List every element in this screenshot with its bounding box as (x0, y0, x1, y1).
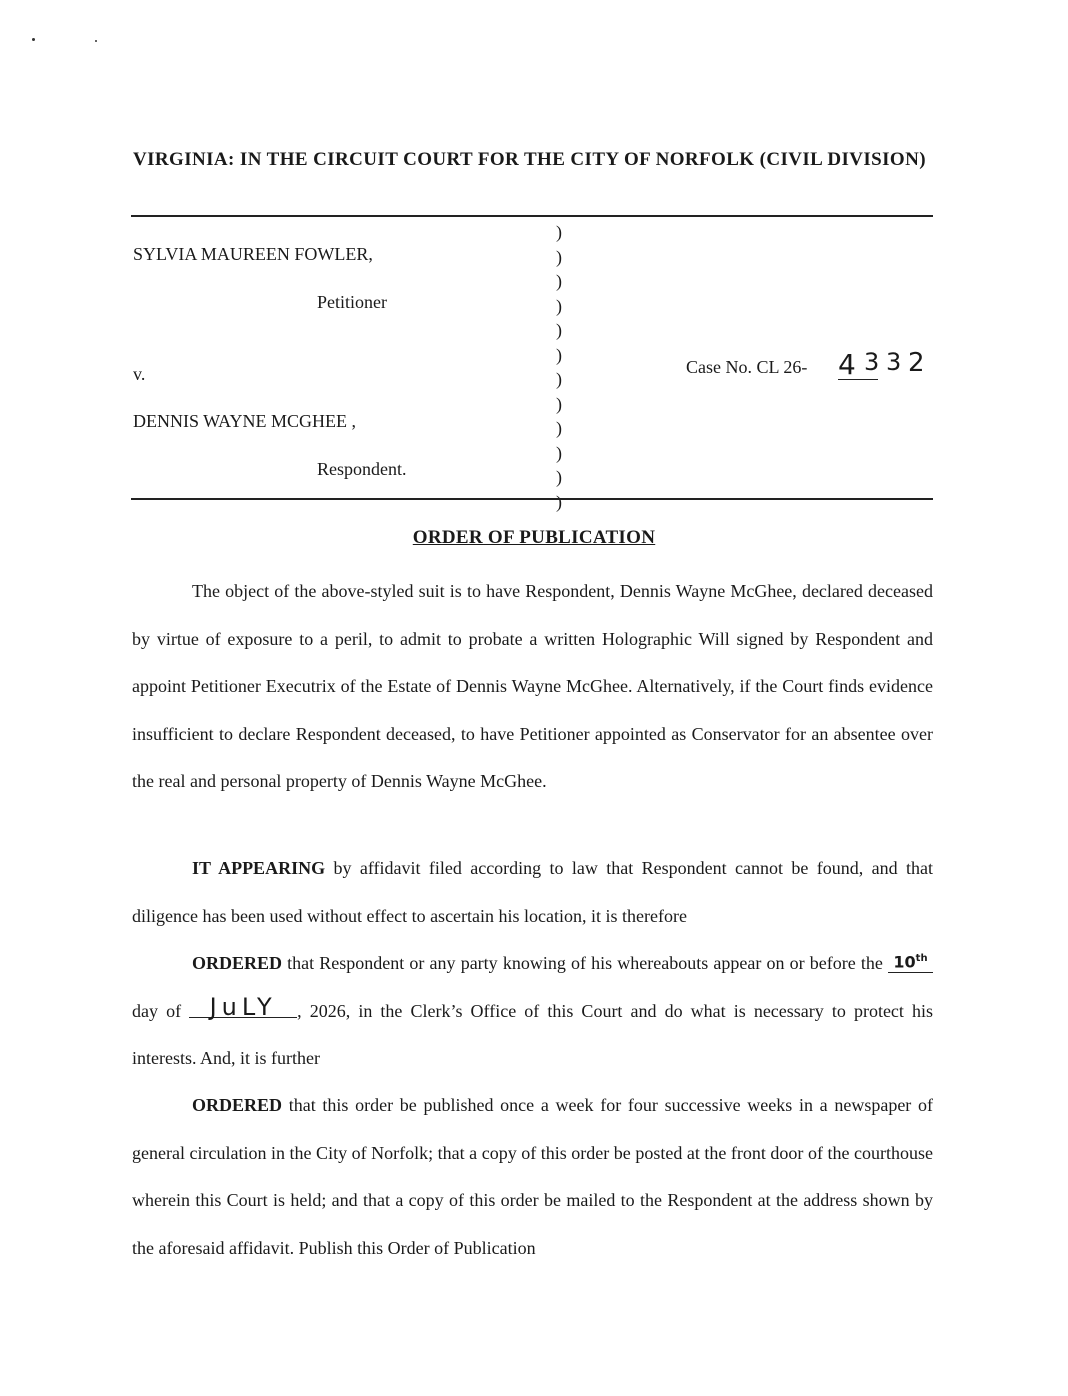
handwritten-day (888, 949, 933, 973)
petitioner-name: SYLVIA MAUREEN FOWLER, (133, 244, 373, 264)
paragraph-text: that Respondent or any party knowing of his whereabouts appear on or before the (282, 953, 888, 973)
respondent-role: Respondent. (317, 459, 407, 479)
day-suffix: th (915, 952, 928, 964)
handwritten-month: JuLY (189, 997, 297, 1018)
scan-speck (95, 40, 97, 42)
case-digit: 3 (864, 348, 880, 376)
paragraph-ordered-appear (132, 940, 933, 1083)
paragraph-text: that this order be published once a week for four successive weeks in a newspaper of general circulation in the City of Norfolk; that a copy of this order be posted at the front door of the courthouse wherein this Court is held; and that a copy of this order be mailed to the Respondent at the address shown by the aforesaid affidavit. Publish this Order of Publication (132, 1095, 933, 1258)
paragraph-text: by affidavit filed according to law that Respondent cannot be found, and that diligence has been used without effect to ascertain his location, it is therefore (132, 858, 933, 926)
respondent-name: DENNIS WAYNE MCGHEE , (133, 411, 357, 431)
scan-speck (32, 38, 35, 41)
paragraph-it-appearing (132, 845, 933, 940)
paragraph-ordered-publish (132, 1082, 933, 1272)
petitioner-role: Petitioner (317, 292, 387, 312)
case-digit: 2 (908, 348, 925, 378)
caption-bottom-rule (131, 498, 933, 500)
day-number: 10 (893, 952, 916, 971)
court-heading: VIRGINIA: IN THE CIRCUIT COURT FOR THE CITY OF NORFOLK (CIVIL DIVISION) (133, 149, 926, 170)
paragraph-lead: IT APPEARING (192, 858, 326, 878)
caption-top-rule (131, 215, 933, 217)
versus-label: v. (133, 364, 146, 384)
case-digit: 3 (886, 348, 902, 376)
paragraph-lead: ORDERED (192, 1095, 283, 1115)
case-digit: 4 (838, 348, 856, 381)
paragraph-object-of-suit: The object of the above-styled suit is to have Respondent, Dennis Wayne McGhee, declared deceased by virtue of exposure to a peril, to admit to probate a written Holographic Will signed by Respondent and appoint Petitioner Executrix of the Estate of Dennis Wayne McGhee. Alternatively, if the Court finds evidence insufficient to declare Respondent deceased, to have Petitioner appointed as Conservator for an absentee over the real and personal property of Dennis Wayne McGhee. (132, 581, 933, 791)
paragraph-text: day of (132, 1000, 190, 1021)
handwritten-case-number (838, 348, 934, 388)
caption-parenthesis-column: ) ) ) ) ) ) ) ) ) ) ) ) (556, 222, 562, 512)
paragraph-lead: ORDERED (192, 953, 283, 973)
paragraph-text: , 2026, in the Clerk’s Office of this Court and do what is necessary to protect his interests. And, it is further (132, 1000, 934, 1068)
case-number-label: Case No. CL 26- (686, 357, 808, 377)
order-title: ORDER OF PUBLICATION (412, 527, 656, 548)
